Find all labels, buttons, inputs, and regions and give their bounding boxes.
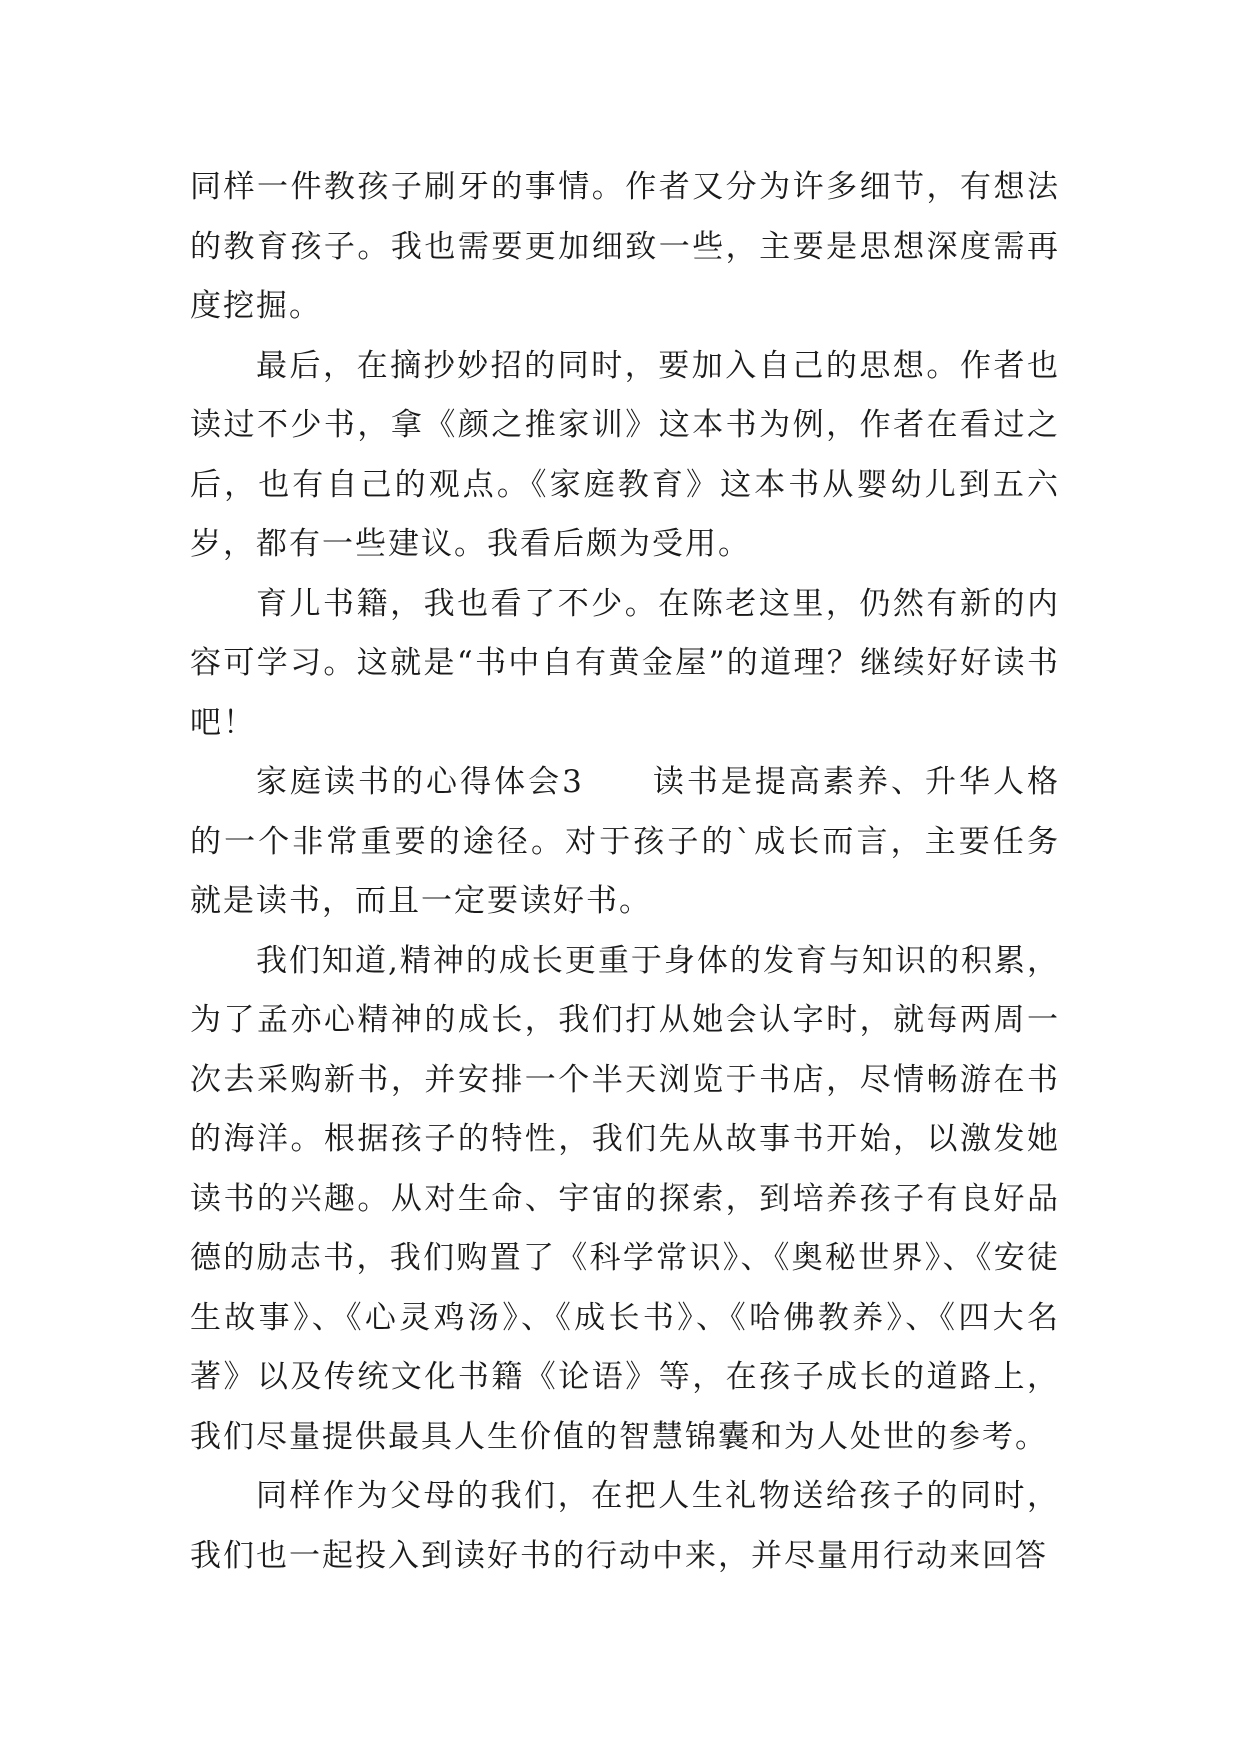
paragraph-4: 家庭读书的心得体会3 读书是提高素养、升华人格的一个非常重要的途径。对于孩子的`成长而言，主要任务就是读书，而且一定要读好书。 (190, 764, 1060, 919)
paragraph-1: 同样一件教孩子刷牙的事情。作者又分为许多细节，有想法的教育孩子。我也需要更加细致一些，主要是思想深度需再度挖掘。 (190, 169, 1060, 324)
paragraph-6: 同样作为父母的我们，在把人生礼物送给孩子的同时，我们也一起投入到读好书的行动中来，并尽量用行动来回答 (190, 1478, 1060, 1574)
paragraph-2: 最后，在摘抄妙招的同时，要加入自己的思想。作者也读过不少书，拿《颜之推家训》这本书为例，作者在看过之后，也有自己的观点。《家庭教育》这本书从婴幼儿到五六岁，都有一些建议。我看后颇为受用。 (190, 347, 1060, 562)
paragraph-3: 育儿书籍，我也看了不少。在陈老这里，仍然有新的内容可学习。这就是“书中自有黄金屋”的道理？继续好好读书吧！ (190, 585, 1060, 741)
body-text (190, 158, 1060, 1586)
paragraph-5: 我们知道,精神的成长更重于身体的发育与知识的积累，为了孟亦心精神的成长，我们打从她会认字时，就每两周一次去采购新书，并安排一个半天浏览于书店，尽情畅游在书的海洋。根据孩子的特性，我们先从故事书开始，以激发她读书的兴趣。从对生命、宇宙的探索，到培养孩子有良好品德的励志书，我们购置了《科学常识》、《奥秘世界》、《安徒生故事》、《心灵鸡汤》、《成长书》、《哈佛教养》、《四大名著》以及传统文化书籍《论语》等，在孩子成长的道路上，我们尽量提供最具人生价值的智慧锦囊和为人处世的参考。 (190, 942, 1060, 1455)
